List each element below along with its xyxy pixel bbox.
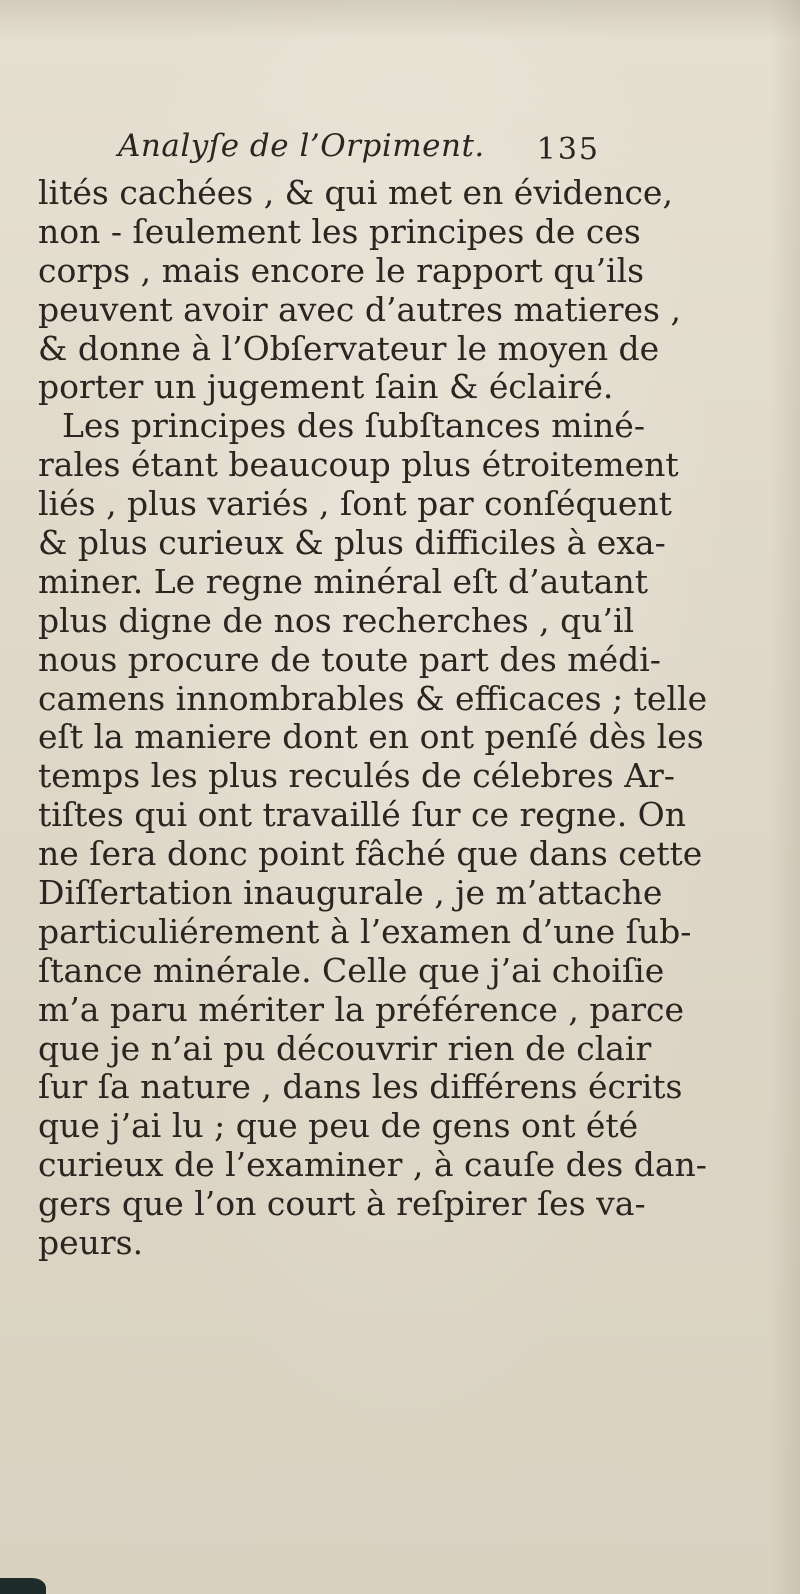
text-line: Les principes des ſubſtances miné- <box>62 406 645 446</box>
text-line: plus digne de nos recherches , qu’il <box>38 600 635 640</box>
page-edge-shadow-right <box>770 0 800 1594</box>
body-text <box>38 173 708 1263</box>
text-line: corps , mais encore le rapport qu’ils <box>38 250 645 290</box>
text-line: miner. Le regne minéral eſt d’autant <box>38 561 649 601</box>
running-title: Analyſe de l’Orpiment. <box>118 128 485 164</box>
text-line: & donne à l’Obſervateur le moyen de <box>38 328 660 368</box>
text-line: rales étant beaucoup plus étroitement <box>38 445 679 485</box>
text-line: porter un jugement ſain & éclairé. <box>38 367 614 407</box>
text-line: que j’ai lu ; que peu de gens ont été <box>38 1106 639 1146</box>
text-line: ſur ſa nature , dans les différens écrits <box>38 1067 683 1107</box>
text-line: nous procure de toute part des médi- <box>38 639 661 679</box>
scan-corner-mark <box>0 1578 46 1594</box>
text-line: que je n’ai pu découvrir rien de clair <box>38 1028 652 1068</box>
text-line: m’a paru mériter la préférence , parce <box>38 989 684 1029</box>
text-line: non - ſeulement les principes de ces <box>38 211 641 251</box>
text-line: ne ſera donc point fâché que dans cette <box>38 834 703 874</box>
text-line: ſtance minérale. Celle que j’ai choiſie <box>38 950 665 990</box>
text-line: gers que l’on court à reſpirer ſes va- <box>38 1184 646 1224</box>
text-line: lités cachées , & qui met en évidence, <box>38 173 673 212</box>
text-line: peuvent avoir avec d’autres matieres , <box>38 289 681 329</box>
text-line: tiſtes qui ont travaillé ſur ce regne. On <box>38 795 686 835</box>
text-line: liés , plus variés , ſont par conſéquent <box>38 484 672 524</box>
running-head <box>118 128 600 174</box>
text-line: curieux de l’examiner , à cauſe des dan- <box>38 1145 707 1185</box>
text-line: & plus curieux & plus difficiles à exa- <box>38 523 666 563</box>
text-line: peurs. <box>38 1223 144 1263</box>
page-number: 135 <box>536 132 600 167</box>
text-line: eſt la maniere dont en ont penſé dès les <box>38 717 704 757</box>
text-line: particuliérement à l’examen d’une ſub- <box>38 911 692 951</box>
text-line: temps les plus reculés de célebres Ar- <box>38 756 675 796</box>
page-edge-shadow <box>0 0 800 40</box>
text-line: camens innombrables & efficaces ; telle <box>38 678 708 718</box>
text-line: Diſſertation inaugurale , je m’attache <box>38 873 663 913</box>
